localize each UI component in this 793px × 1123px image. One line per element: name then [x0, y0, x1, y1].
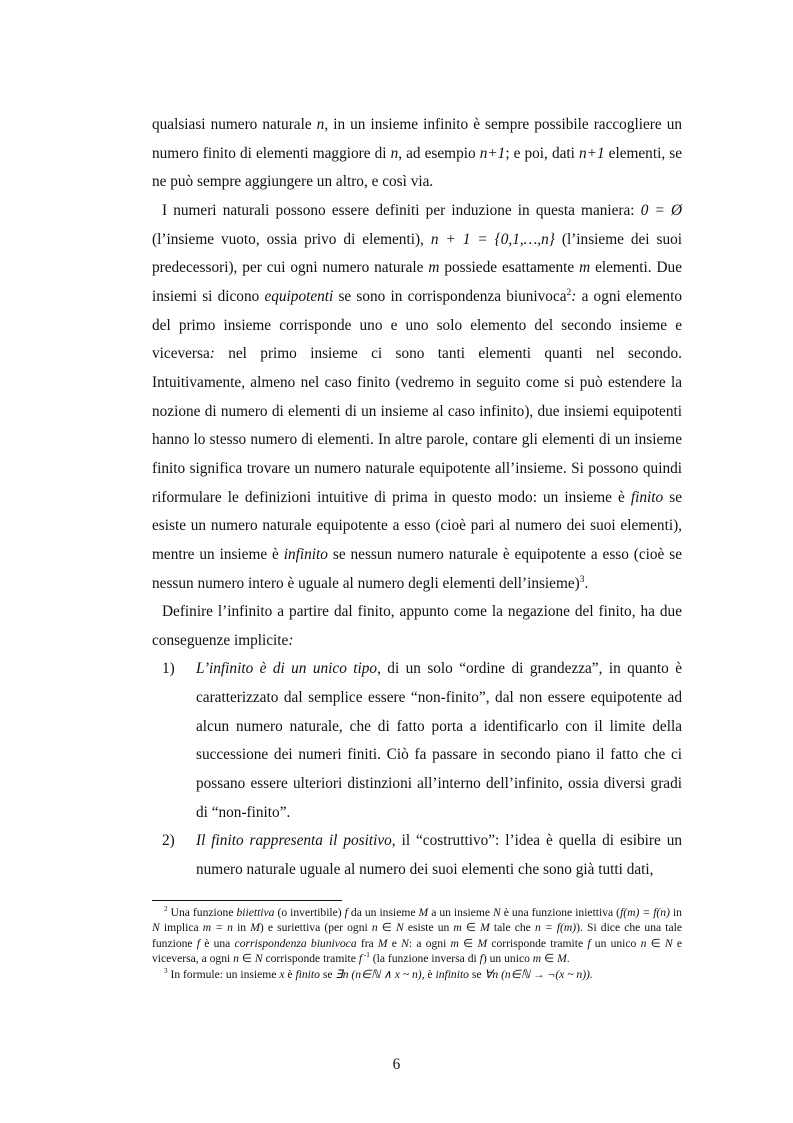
- italic-run: n+1: [578, 144, 605, 162]
- italic-run: infinito: [435, 967, 469, 981]
- list-item-text: , di un solo “ordine di grandezza”, in quanto è caratterizzato dal semplice essere “non-finito”, dal non essere equipotente ad alcun numero naturale, che di fatto porta a identificarlo con il limite della successione dei numeri finiti. Ciò fa passare in secondo piano il fatto che ci possano essere ulteriori distinzioni all’interno dell’infinito, ossia diversi gradi di “non-finito”.: [196, 660, 682, 821]
- italic-run: x: [279, 967, 285, 981]
- text-run: nel primo insieme ci sono tanti elementi quanti nel secondo. Intuitivamente, almeno nel caso finito (vedremo in seguito come si può estendere la nozione di numero di elementi di un insieme al caso infinito), due insiemi equipotenti hanno lo stesso numero di elementi. In altre parole, contare gli elementi di un insieme finito significa trovare un numero naturale equipotente all’insieme. Si possono quindi riformulare le definizioni intuitive di prima in questo modo: un insieme è: [152, 345, 682, 506]
- list-item-lead: L’infinito è di un unico tipo: [196, 660, 378, 678]
- text-run: ∈: [458, 936, 478, 950]
- text-run: Definire l’infinito a partire dal finito, appunto come la negazione del finito, ha due conseguenze implicite: [152, 603, 682, 649]
- italic-run: n: [640, 936, 647, 950]
- text-run: .: [566, 952, 570, 966]
- italic-run: finito: [630, 488, 664, 506]
- text-run: : a ogni: [408, 936, 451, 950]
- text-run: ∈: [646, 936, 665, 950]
- formula: ∀n (n∈ℕ → ¬(x ~ n)).: [484, 967, 593, 981]
- footnote-3: [152, 967, 682, 982]
- italic-run: f: [587, 936, 591, 950]
- italic-run: :: [288, 631, 294, 649]
- text-run: (la funzione inversa di: [369, 952, 480, 966]
- paragraph-2: [152, 197, 682, 598]
- list-item: [152, 827, 682, 884]
- italic-run: f(m) = f(n): [620, 906, 670, 919]
- italic-run: :: [571, 287, 577, 305]
- italic-run: m: [453, 921, 462, 935]
- italic-run: finito: [295, 967, 320, 981]
- italic-run: m: [579, 259, 591, 277]
- text-run: ; e poi, dati: [505, 144, 579, 162]
- italic-run: N: [493, 906, 501, 919]
- italic-run: N: [395, 921, 404, 935]
- italic-run: n: [316, 116, 325, 133]
- text-run: in: [232, 921, 251, 935]
- page-number: 6: [392, 1056, 401, 1073]
- italic-run: N: [664, 936, 673, 950]
- text-run: elementi, se ne può sempre aggiungere un altro, e così via.: [152, 144, 682, 191]
- text-run: ) un unico: [482, 952, 533, 966]
- italic-run: m = n: [202, 921, 233, 935]
- list-item: [152, 655, 682, 827]
- list-number: 2): [162, 832, 175, 850]
- paragraph-3: [152, 598, 682, 655]
- italic-run: M: [477, 936, 488, 950]
- text-run: è: [284, 967, 296, 981]
- italic-run: infinito: [283, 545, 328, 563]
- text-run: corrisponde tramite: [487, 936, 588, 950]
- italic-run: :: [209, 345, 215, 363]
- italic-run: N: [152, 921, 160, 935]
- text-run: In formule: un insieme: [167, 967, 280, 981]
- text-run: (o invertibile): [274, 906, 345, 919]
- text-run: , in un insieme infinito è sempre possibile raccogliere un numero finito di elementi maggiore di: [152, 116, 682, 162]
- text-run: possiede esattamente: [439, 259, 580, 277]
- italic-run: f: [196, 936, 201, 950]
- italic-run: M: [250, 921, 260, 935]
- text-run: fra: [356, 936, 378, 950]
- italic-run: f: [479, 952, 483, 966]
- text-run: a un insieme: [428, 906, 493, 919]
- text-run: implica: [159, 921, 203, 935]
- italic-run: M: [557, 952, 567, 966]
- text-run: è: [424, 967, 436, 981]
- text-run: ) e suriettiva (per ogni: [259, 921, 372, 935]
- text-run: .: [584, 574, 589, 592]
- italic-run: n + 1 = {0,1,…,n}: [430, 230, 555, 248]
- italic-run: m: [450, 936, 459, 950]
- text-run: è una funzione iniettiva (: [500, 906, 621, 919]
- italic-run: m: [428, 259, 440, 277]
- text-run: ∈: [377, 921, 396, 935]
- text-run: , ad esempio: [398, 144, 480, 162]
- italic-run: M: [377, 936, 388, 950]
- list-number: 1): [162, 660, 175, 678]
- text-run: qualsiasi numero naturale: [152, 116, 317, 133]
- text-run: corrisponde tramite: [262, 952, 359, 966]
- footnote-2: [152, 905, 682, 967]
- text-run: se: [319, 967, 336, 981]
- text-run: ∈: [238, 952, 255, 966]
- italic-run: 0 = Ø: [640, 201, 682, 219]
- text-run: è una: [200, 936, 235, 950]
- italic-run: n+1: [479, 144, 506, 162]
- italic-run: N: [254, 952, 263, 966]
- formula: ∃n (n∈ℕ ∧ x ~ n),: [335, 967, 425, 981]
- italic-run: f: [344, 906, 348, 919]
- text-run: tale che: [489, 921, 535, 935]
- list-item-text: , il “costruttivo”: l’idea è quella di esibire un numero naturale uguale al numero dei suoi elementi che sono già tutti dati,: [196, 832, 682, 879]
- footnote-ref-3[interactable]: 3: [579, 574, 585, 585]
- italic-run: m: [532, 952, 542, 966]
- superscript: -1: [362, 951, 370, 960]
- footnotes: [152, 905, 682, 982]
- text-run: se: [468, 967, 485, 981]
- italic-run: n: [390, 144, 399, 162]
- italic-run: N: [401, 936, 409, 950]
- italic-run: n: [233, 952, 239, 966]
- footnote-ref-2[interactable]: 2: [566, 287, 572, 298]
- footnote-separator: [152, 900, 342, 901]
- italic-run: M: [418, 906, 429, 919]
- text-run: un unico: [590, 936, 641, 950]
- text-run: esiste un: [403, 921, 454, 935]
- italic-run: f: [358, 952, 363, 966]
- text-run: e viceversa, a ogni: [152, 936, 682, 966]
- italic-run: n = f(m): [534, 921, 577, 935]
- text-run: Una funzione: [167, 906, 237, 919]
- text-run: se sono in corrispondenza biunivoca: [333, 287, 567, 305]
- italic-run: biiettiva: [236, 906, 275, 919]
- text-run: ). Si dice che una tale funzione: [152, 921, 682, 950]
- footnote-number: 2: [164, 905, 168, 914]
- text-run: e: [387, 936, 402, 950]
- text-run: ∈: [461, 921, 481, 935]
- italic-run: corrispondenza biunivoca: [234, 936, 357, 950]
- text-run: I numeri naturali possono essere definiti per induzione in questa maniera:: [162, 201, 641, 219]
- text-run: elementi. Due insiemi si dicono: [152, 259, 682, 305]
- text-run: in: [669, 906, 682, 919]
- italic-run: n: [371, 921, 378, 935]
- text-run: a ogni elemento del primo insieme corrisponde uno e uno solo elemento del secondo insieme e viceversa: [152, 287, 682, 363]
- text-run: da un insieme: [347, 906, 419, 919]
- italic-run: M: [480, 921, 490, 935]
- main-text: [152, 111, 682, 885]
- paragraph-1: [152, 111, 682, 197]
- italic-run: equipotenti: [264, 287, 334, 305]
- text-run: ∈: [541, 952, 558, 966]
- consequences-list: [152, 655, 682, 884]
- text-run: se esiste un numero naturale equipotente a esso (cioè pari al numero dei suoi elementi), mentre un insieme è: [152, 488, 682, 563]
- text-run: se nessun numero naturale è equipotente a esso (cioè se nessun numero intero è uguale al numero degli elementi dell’insieme): [152, 545, 682, 592]
- list-item-lead: Il finito rappresenta il positivo: [196, 832, 392, 850]
- text-run: (l’insieme dei suoi predecessori), per cui ogni numero naturale: [152, 230, 683, 277]
- footnote-number: 3: [164, 966, 168, 975]
- text-run: (l’insieme vuoto, ossia privo di elementi),: [152, 230, 431, 248]
